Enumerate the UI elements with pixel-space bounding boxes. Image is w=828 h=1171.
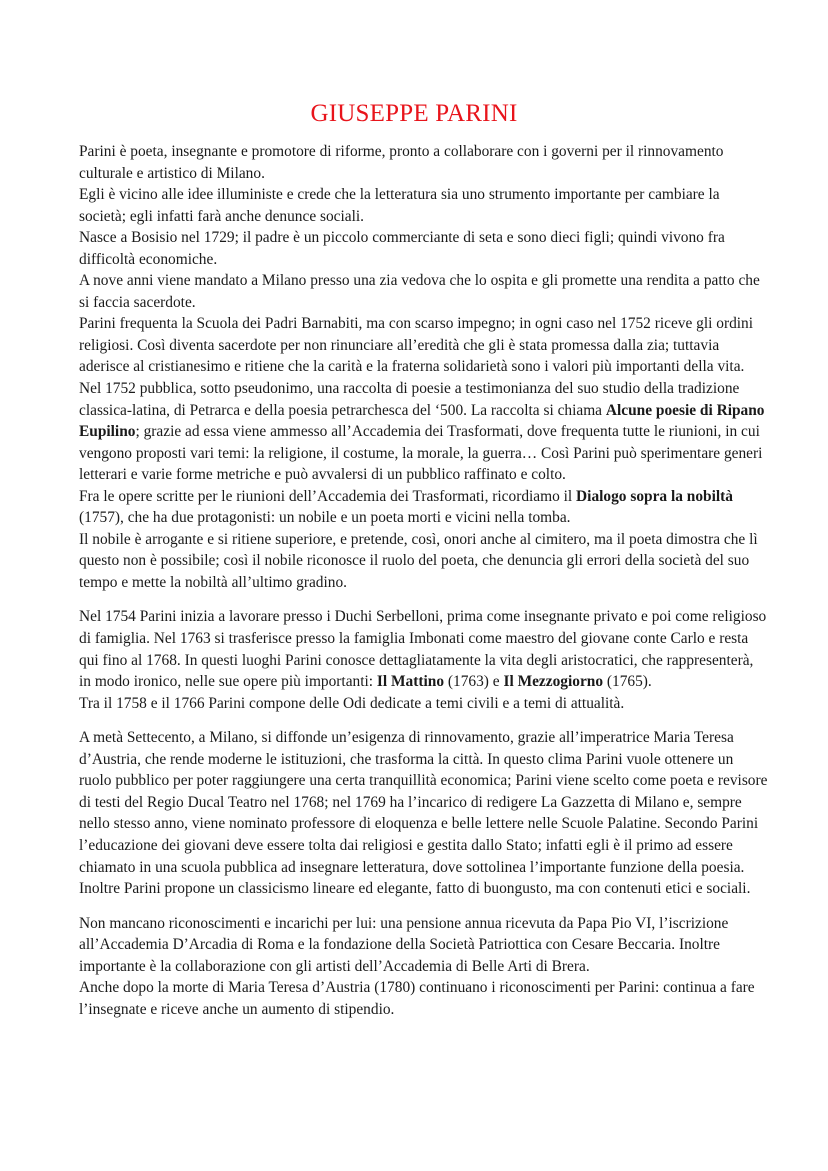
paragraph-text: Anche dopo la morte di Maria Teresa d’Austria (1780) continuano i riconoscimenti per Parini: continua a fare l’insegnate e riceve anche un aumento di stipendio. [79,979,755,1018]
paragraph-gap [79,714,769,727]
paragraph-gap [79,593,769,606]
work-title-mezzogiorno: Il Mezzogiorno [503,673,604,691]
work-title-alcune-poesie: Alcune poesie di Ripano Eupilino [79,401,765,441]
paragraph-text: (1763) e [444,673,504,691]
paragraph-text: A nove anni viene mandato a Milano presso una zia vedova che lo ospita e gli promette una rendita a patto che si faccia sacerdote. [79,272,760,311]
paragraph-education [79,313,769,378]
paragraph-text: Il nobile è arrogante e si ritiene superiore, e pretende, così, onori anche al cimitero, ma il poeta dimostra che lì questo non è possibile; così il nobile riconosce il ruolo del poeta, che denuncia gli errori della società del suo tempo e mette la nobiltà all’ultimo gradino. [79,530,758,591]
paragraph-text: Fra le opere scritte per le riunioni dell’Accademia dei Trasformati, ricordiamo il [79,487,577,505]
paragraph-text: Nel 1752 pubblica, sotto pseudonimo, una raccolta di poesie a testimonianza del suo studio della tradizione classica-latina, di Petrarca e della poesia petrarchesca del ‘500. La raccolta si chiama [79,380,740,419]
paragraph-classicismo [79,878,769,900]
paragraph-riconoscimenti [79,913,769,978]
paragraph-text: Nasce a Bosisio nel 1729; il padre è un piccolo commerciante di seta e sono dieci figli; quindi vivono fra difficoltà economiche. [79,229,725,268]
work-title-mattino: Il Mattino [376,673,445,691]
paragraph-birth [79,227,769,270]
paragraph-text: Parini è poeta, insegnante e promotore di riforme, pronto a collaborare con i governi per il rinnovamento culturale e artistico di Milano. [79,143,724,182]
paragraph-text: Tra il 1758 e il 1766 Parini compone delle Odi dedicate a temi civili e a temi di attualità. [79,694,625,712]
paragraph-milano [79,727,769,878]
paragraph-childhood [79,270,769,313]
paragraph-career [79,606,769,692]
paragraph-text: (1757), che ha due protagonisti: un nobile e un poeta morti e vicini nella tomba. [79,509,571,527]
paragraph-nobile [79,529,769,594]
document-title: GIUSEPPE PARINI [310,100,518,127]
paragraph-text: (1765). [603,673,652,691]
paragraph-first-publication [79,378,769,486]
paragraph-ultimi-anni [79,977,769,1020]
document-body [79,141,769,1020]
paragraph-dialogo [79,486,769,529]
paragraph-text: Inoltre Parini propone un classicismo lineare ed elegante, fatto di buongusto, ma con contenuti etici e sociali. [79,880,751,898]
paragraph-text: ; grazie ad essa viene ammesso all’Accademia dei Trasformati, dove frequenta tutte le riunioni, in cui vengono proposti vari temi: la religione, il costume, la morale, la guerra… Così Parini può sperimentare generi letterari e varie forme metriche e può avvalersi di un pubblico raffinato e colto. [79,423,763,484]
paragraph-ideas [79,184,769,227]
paragraph-text: Nel 1754 Parini inizia a lavorare presso i Duchi Serbelloni, prima come insegnante privato e poi come religioso di famiglia. Nel 1763 si trasferisce presso la famiglia Imbonati come maestro del giovane conte Carlo e resta qui fino al 1768. In questi luoghi Parini conosce dettagliatamente la vita degli aristocratici, che rappresenterà, in modo ironico, nelle sue opere più importanti: [79,608,767,691]
paragraph-text: Non mancano riconoscimenti e incarichi per lui: una pensione annua ricevuta da Papa Pio VI, l’iscrizione all’Accademia D’Arcadia di Roma e la fondazione della Società Patriottica con Cesare Beccaria. Inoltre importante è la collaborazione con gli artisti dell’Accademia di Belle Arti di Brera. [79,914,729,975]
paragraph-gap [79,900,769,913]
paragraph-text: Parini frequenta la Scuola dei Padri Barnabiti, ma con scarso impegno; in ogni caso nel 1752 riceve gli ordini religiosi. Così diventa sacerdote per non rinunciare all’eredità che gli è stata promessa dalla zia; tuttavia aderisce al cristianesimo e ritiene che la carità e la fraterna solidarietà sono i valori più importanti della vita. [79,315,754,376]
paragraph-odi [79,693,769,715]
paragraph-text: A metà Settecento, a Milano, si diffonde un’esigenza di rinnovamento, grazie all’imperatrice Maria Teresa d’Austria, che rende moderne le istituzioni, che trasforma la città. In questo clima Parini vuole ottenere un ruolo pubblico per poter raggiungere una certa tranquillità economica; Parini viene scelto come poeta e revisore di testi del Regio Ducal Teatro nel 1768; nel 1769 ha l’incarico di redigere La Gazzetta di Milano e, sempre nello stesso anno, viene nominato professore di eloquenza e belle lettere nelle Scuole Palatine. Secondo Parini l’educazione dei giovani deve essere tolta dai religiosi e gestita dallo Stato; infatti egli è il primo ad essere chiamato in una scuola pubblica ad insegnare letteratura, dove sottolinea l’importante funzione della poesia. [79,729,768,876]
paragraph-text: Egli è vicino alle idee illuministe e crede che la letteratura sia uno strumento importante per cambiare la società; egli infatti farà anche denunce sociali. [79,186,720,225]
paragraph-intro [79,141,769,184]
work-title-dialogo: Dialogo sopra la nobiltà [576,487,733,505]
